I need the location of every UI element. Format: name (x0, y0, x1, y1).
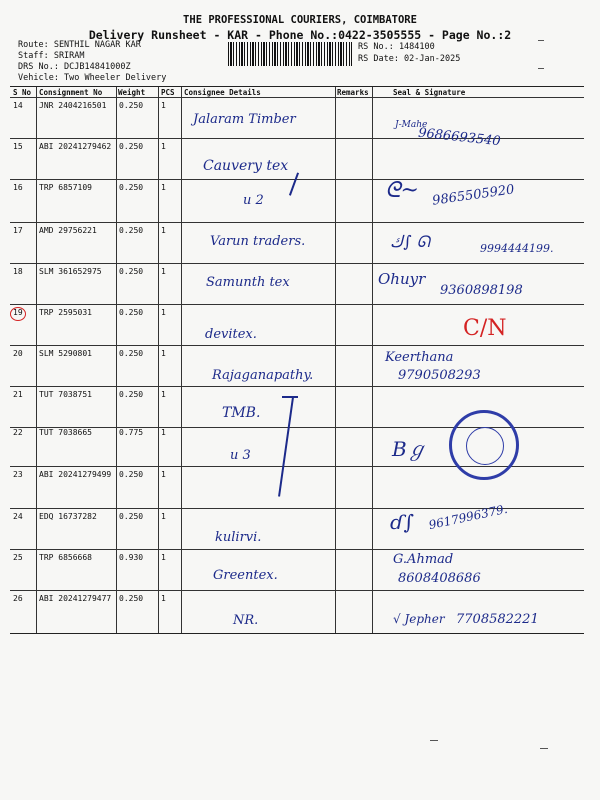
handwritten-phone: 8608408686 (398, 571, 481, 586)
handwritten-consignee: Greentex. (213, 568, 278, 583)
col-header-seal: Seal & Signature (393, 88, 466, 97)
rs-number: RS No.: 1484100 (358, 42, 435, 52)
col-header-remarks: Remarks (337, 88, 369, 97)
col-header-weight: Weight (118, 88, 146, 97)
col-header-pcs: PCS (161, 88, 175, 97)
col-header-consignment: Consignment No (39, 88, 103, 97)
col-header-consignee: Consignee Details (184, 88, 261, 97)
vehicle-text: Vehicle: Two Wheeler Delivery (18, 73, 167, 83)
signature-scribble: √ Jepher (393, 612, 445, 626)
handwritten-phone: 9360898198 (440, 283, 523, 298)
table-row: 20 SLM 5290801 0.250 1 (10, 346, 584, 387)
route-text: Route: SENTHIL NAGAR KAR (18, 40, 141, 50)
barcode (228, 42, 352, 66)
handwritten-name: Keerthana (385, 350, 454, 365)
table-row: 17 AMD 29756221 0.250 1 (10, 223, 584, 264)
handwritten-phone: 7708582221 (456, 612, 539, 627)
signature-scribble: Bℊ (392, 437, 427, 461)
handwritten-consignee: Cauvery tex (203, 158, 289, 174)
handwritten-consignee: TMB. (222, 405, 261, 421)
route-details (18, 40, 166, 84)
runsheet-details (358, 41, 460, 65)
handwritten-consignee: Varun traders. (210, 234, 306, 249)
handwritten-consignee: u 3 (230, 448, 251, 463)
handwritten-phone: 9617996379. (427, 501, 509, 533)
handwritten-consignee: Rajaganapathy. (212, 368, 314, 383)
handwritten-phone: 9865505920 (431, 182, 516, 209)
signature-scribble: ᘓ~ (385, 178, 419, 203)
table-row: 24 EDQ 16737282 0.250 1 (10, 509, 584, 550)
handwritten-consignee: u 2 (243, 193, 264, 208)
runsheet-table (10, 86, 584, 634)
staff-text: Staff: SRIRAM (18, 51, 85, 61)
table-row: 22 TUT 7038665 0.775 1 (10, 428, 584, 467)
bank-seal-stamp (449, 410, 519, 480)
table-row: 25 TRP 6856668 0.930 1 (10, 550, 584, 591)
page-subtitle: Delivery Runsheet - KAR - Phone No.:0422-3505555 - Page No.:2 (88, 28, 512, 42)
handwritten-name: J-Mahe (395, 120, 428, 130)
col-header-sno: S No (13, 88, 32, 97)
margin-mark (430, 740, 438, 741)
handwritten-consignee: Samunth tex (206, 275, 290, 290)
margin-mark (540, 748, 548, 749)
ditto-bracket (282, 396, 298, 398)
circled-serial-mark (10, 307, 26, 321)
table-row: 16 TRP 6857109 0.250 1 (10, 180, 584, 223)
table-row: 14 JNR 2404216501 0.250 1 (10, 98, 584, 139)
page-title: THE PROFESSIONAL COURIERS, COIMBATORE (183, 14, 417, 26)
signature-scribble: Ohuyr (378, 270, 426, 288)
rs-date: RS Date: 02-Jan-2025 (358, 54, 461, 64)
handwritten-phone: 9994444199. (480, 242, 554, 255)
remarks-cn: C/N (463, 316, 507, 341)
table-row: 26 ABI 20241279477 0.250 1 (13, 594, 166, 603)
handwritten-phone: 9790508293 (398, 368, 481, 383)
table-row: 18 SLM 361652975 0.250 1 (10, 264, 584, 305)
handwritten-consignee: Jalaram Timber (193, 112, 296, 127)
table-row: 21 TUT 7038751 0.250 1 (10, 387, 584, 428)
margin-mark (538, 40, 544, 41)
handwritten-phone: 9686693540 (417, 125, 502, 150)
handwritten-consignee: kulirvi. (215, 530, 262, 545)
handwritten-consignee: devitex. (205, 327, 257, 342)
table-row: 15 ABI 20241279462 0.250 1 (10, 139, 584, 180)
signature-scribble: ɗ∫ (390, 510, 415, 534)
table-row: 23 ABI 20241279499 0.250 1 (10, 467, 584, 509)
drs-number: DRS No.: DCJB14841000Z (18, 62, 131, 72)
margin-mark (538, 68, 544, 69)
handwritten-name: G.Ahmad (393, 552, 454, 567)
table-row: 19 TRP 2595031 0.250 1 (10, 305, 584, 346)
signature-scribble: ك∫ ᘏ (390, 232, 430, 251)
handwritten-consignee: NR. (233, 613, 259, 628)
